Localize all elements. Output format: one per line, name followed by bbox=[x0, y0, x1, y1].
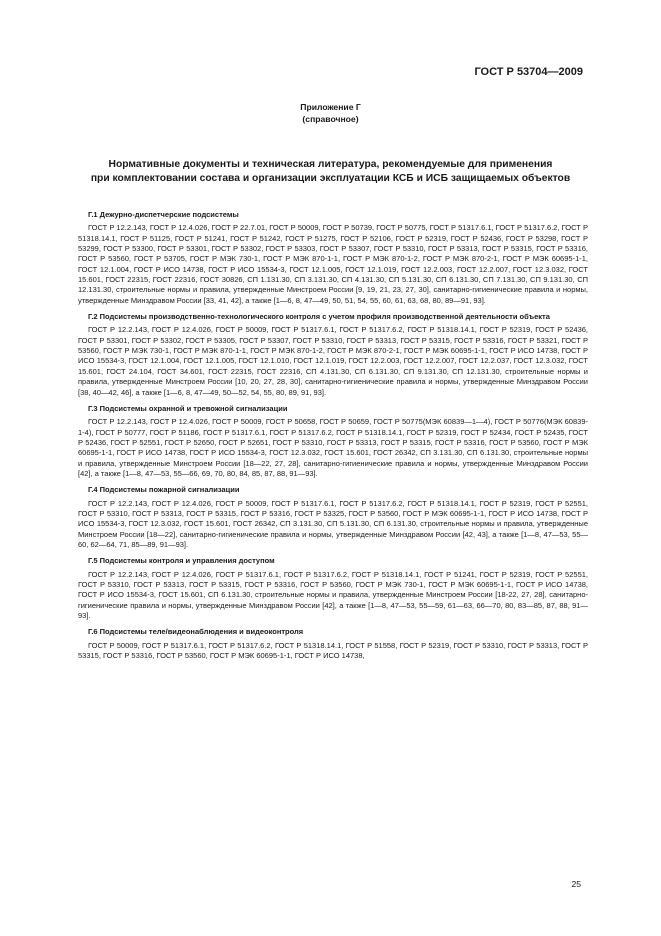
section-body-g5: ГОСТ Р 12.2.143, ГОСТ Р 12.4.026, ГОСТ Р 51317.6.1, ГОСТ Р 51317.6.2, ГОСТ Р 51318.14.1, ГОСТ Р 51241, ГОСТ Р 52319, ГОСТ Р 52551, ГОСТ Р 53310, ГОСТ Р 53313, ГОСТ Р 53315, ГОСТ Р 53316, ГОСТ Р 53560, ГОСТ Р МЭК 730-1, ГОСТ Р МЭК 60695-1-1, ГОСТ Р ИСО 14738, ГОСТ Р ИСО 15534-3, ГОСТ 15.601, СП 6.131.30, строительные нормы и правила, утвержденные Минстроем России [18-22, 27, 28], санитарно-гигиенические правила и нормы, утвержденные Минздравом России [42], а также [1—8, 47—53, 55—59, 61—63, 66—70, 80, 83—85, 87, 88, 91—93]. bbox=[78, 569, 588, 621]
page-title bbox=[60, 158, 601, 186]
page-number: 25 bbox=[571, 879, 581, 889]
section-body-g1: ГОСТ Р 12.2.143, ГОСТ Р 12.4.026, ГОСТ Р 22.7.01, ГОСТ Р 50009, ГОСТ Р 50739, ГОСТ Р 50775, ГОСТ Р 51317.6.1, ГОСТ Р 51317.6.2, ГОСТ Р 51318.14.1, ГОСТ Р 51125, ГОСТ Р 51241, ГОСТ Р 51242, ГОСТ Р 51275, ГОСТ Р 52106, ГОСТ Р 52319, ГОСТ Р 52436, ГОСТ Р 53298, ГОСТ Р 53299, ГОСТ Р 53300, ГОСТ Р 53301, ГОСТ Р 53302, ГОСТ Р 53303, ГОСТ Р 53307, ГОСТ Р 53310, ГОСТ Р 53313, ГОСТ Р 53315, ГОСТ Р 53316, ГОСТ Р 53560, ГОСТ Р 53705, ГОСТ Р МЭК 730-1, ГОСТ Р МЭК 870-1-1, ГОСТ Р МЭК 870-1-2, ГОСТ Р МЭК 870-2-1, ГОСТ Р МЭК 60695-1-1, ГОСТ 12.1.004, ГОСТ Р ИСО 14738, ГОСТ Р ИСО 15534-3, ГОСТ 12.1.005, ГОСТ 12.1.019, ГОСТ 12.2.003, ГОСТ 12.2.007, ГОСТ 12.3.032, ГОСТ 15.601, ГОСТ 22315, ГОСТ 22316, ГОСТ 30826, СП 1.131.30, СП 3.131.30, СП 4.131.30, СП 5.131.30, СП 6.131.30, СП 7.131.30, СП 9.131.30, СП 12.131.30, строительные нормы и правила, утвержденные Минстроем России [9, 19, 21, 23, 27, 30], санитарно-гигиенические правила и нормы, утвержденные Минздравом России [33, 41, 42], а также [1—6, 8, 47—49, 50, 51, 54, 55, 60, 61, 63, 68, 80, 89—91, 93]. bbox=[78, 223, 588, 305]
page-title-line-2: при комплектовании состава и организации эксплуатации КСБ и ИСБ защищаемых объектов bbox=[90, 173, 571, 184]
page-title-line-1: Нормативные документы и техническая литература, рекомендуемые для применения bbox=[108, 159, 553, 170]
section-heading-g3: Г.3 Подсистемы охранной и тревожной сигнализации bbox=[88, 403, 288, 413]
document-body bbox=[78, 210, 588, 667]
section-heading-g2: Г.2 Подсистемы производственно-технологического контроля с учетом профиля производственной деятельности объекта bbox=[88, 312, 550, 322]
section-body-g2: ГОСТ Р 12.2.143, ГОСТ Р 12.4.026, ГОСТ Р 50009, ГОСТ Р 51317.6.1, ГОСТ Р 51317.6.2, ГОСТ Р 51318.14.1, ГОСТ Р 52319, ГОСТ Р 52436, ГОСТ Р 53301, ГОСТ Р 53302, ГОСТ Р 53305, ГОСТ Р 53307, ГОСТ Р 53310, ГОСТ Р 53313, ГОСТ Р 53315, ГОСТ Р 53316, ГОСТ Р 53321, ГОСТ Р 53560, ГОСТ Р МЭК 730-1, ГОСТ Р МЭК 870-1-1, ГОСТ Р МЭК 870-1-2, ГОСТ Р МЭК 870-2-1, ГОСТ Р МЭК 60695-1-1, ГОСТ Р ИСО 14738, ГОСТ Р ИСО 15534-3, ГОСТ 12.1.004, ГОСТ 12.1.005, ГОСТ 12.1.010, ГОСТ 12.1.019, ГОСТ 12.2.003, ГОСТ 12.2.007, ГОСТ 12.2.037, ГОСТ 12.3.032, ГОСТ 15.601, ГОСТ 24.104, ГОСТ 34.601, ГОСТ 22315, ГОСТ 22316, СП 4.131.30, СП 6.131.30, СП 9.131.30, СП 12.131.30, строительные нормы и правила, утвержденные Минстроем России [10, 20, 27, 28, 30], санитарно-гигиенические правила и нормы, утвержденные Минздравом России [38, 40—42, 46], а также [1—6, 8, 47—49, 50—52, 54, 55, 80, 89, 91, 93]. bbox=[78, 325, 588, 397]
annex-label: Приложение Г bbox=[300, 102, 361, 112]
annex-heading bbox=[0, 101, 661, 125]
section-heading-g6: Г.6 Подсистемы теле/видеонаблюдения и видеоконтроля bbox=[88, 627, 304, 637]
section-heading-g1: Г.1 Дежурно-диспетчерские подсистемы bbox=[88, 210, 239, 219]
section-body-g6: ГОСТ Р 50009, ГОСТ Р 51317.6.1, ГОСТ Р 51317.6.2, ГОСТ Р 51318.14.1, ГОСТ Р 51558, ГОСТ Р 52319, ГОСТ Р 53310, ГОСТ Р 53313, ГОСТ Р 53315, ГОСТ Р 53316, ГОСТ Р 53560, ГОСТ Р МЭК 60695-1-1, ГОСТ Р ИСО 14738, bbox=[78, 640, 588, 661]
section-heading-g5: Г.5 Подсистемы контроля и управления доступом bbox=[88, 556, 275, 566]
document-code: ГОСТ Р 53704—2009 bbox=[474, 66, 583, 78]
section-body-g4: ГОСТ Р 12.2.143, ГОСТ Р 12.4.026, ГОСТ Р 50009, ГОСТ Р 51317.6.1, ГОСТ Р 51317.6.2, ГОСТ Р 51318.14.1, ГОСТ Р 52319, ГОСТ Р 52551, ГОСТ Р 53310, ГОСТ Р 53313, ГОСТ Р 53315, ГОСТ Р 53316, ГОСТ Р 53325, ГОСТ Р 53560, ГОСТ Р МЭК 60695-1-1, ГОСТ Р ИСО 14738, ГОСТ Р ИСО 15534-3, ГОСТ 12.3.032, ГОСТ 15.601, ГОСТ 26342, СП 3.131.30, СП 5.131.30, СП 6.131.30, строительные нормы и правила, утвержденные Минстроем России [18—22], санитарно-гигиенические правила и нормы, утвержденные Минздравом России [42, 43], а также [1—8, 47—53, 55—60, 62—64, 71, 85—89, 91—93]. bbox=[78, 498, 588, 549]
section-body-g3: ГОСТ Р 12.2.143, ГОСТ Р 12.4.026, ГОСТ Р 50009, ГОСТ Р 50658, ГОСТ Р 50659, ГОСТ Р 50775(МЭК 60839—1—4), ГОСТ Р 50776(МЭК 60839-1-4), ГОСТ Р 50777, ГОСТ Р 51186, ГОСТ Р 51317.6.1, ГОСТ Р 51317.6.2, ГОСТ Р 51318.14.1, ГОСТ Р 52319, ГОСТ Р 52434, ГОСТ Р 52435, ГОСТ Р 52436, ГОСТ Р 52551, ГОСТ Р 52650, ГОСТ Р 52651, ГОСТ Р 53310, ГОСТ Р 53313, ГОСТ Р 53315, ГОСТ Р 53316, ГОСТ Р 53560, ГОСТ Р МЭК 60695-1-1, ГОСТ Р ИСО 14738, ГОСТ Р ИСО 15534-3, ГОСТ 12.3.032, ГОСТ 15.601, ГОСТ 26342, СП 3.131.30, СП 6.131.30, строительные нормы и правила, утвержденные Минстроем России [18—22, 27, 28], санитарно-гигиенические правила и нормы, утвержденные Минздравом России [42], а также [1—8, 47—53, 55—66, 69, 70, 80, 84, 85, 87, 88, 91—93]. bbox=[78, 417, 588, 478]
section-heading-g4: Г.4 Подсистемы пожарной сигнализации bbox=[88, 485, 240, 495]
annex-type: (справочное) bbox=[302, 114, 359, 124]
